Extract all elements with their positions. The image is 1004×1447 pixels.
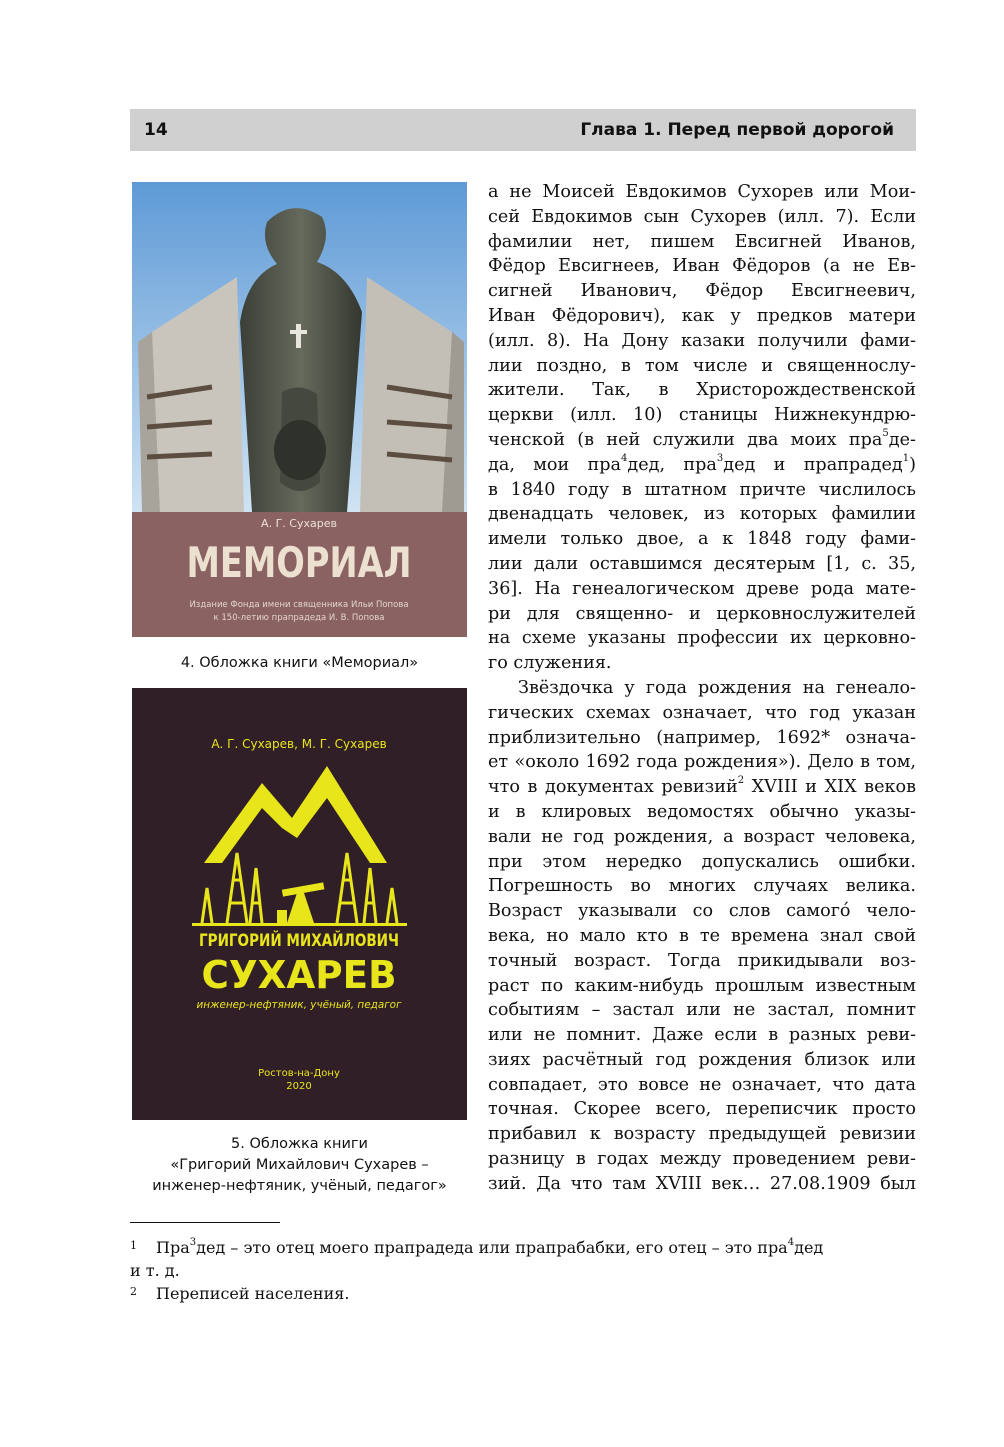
footnote-ref-1[interactable]: 1 — [902, 452, 910, 464]
footnote-superscript: 3 — [716, 452, 724, 464]
text-line: гических схемах означает, что год указан — [488, 702, 916, 723]
text-line: (илл. 8). На Дону казаки получили фами- — [488, 330, 916, 351]
footnote-ref-2[interactable]: 2 — [737, 775, 745, 787]
text-line: что в документах ревизий$^2$ XVIII и XIX веков — [488, 775, 916, 798]
cover-city: Ростов-на-Дону — [258, 1068, 340, 1079]
text-line: Иван Фёдорович), как у предков матери — [488, 305, 916, 326]
text-line: фамилии нет, пишем Евсигней Иванов, — [488, 231, 916, 252]
text-line: Возраст указывали со слов самого́ чело- — [488, 901, 916, 922]
footnote-superscript: 4 — [621, 452, 628, 464]
text-line: сей Евдокимов сын Сухорев (илл. 7). Если — [488, 206, 916, 227]
text-line: ри для священно- и церковнослужителей — [488, 603, 916, 624]
text-line: Фёдор Евсигнеев, Иван Фёдоров (а не Ев- — [488, 256, 916, 277]
text-line: точный возраст. Тогда прикидывали воз- — [488, 950, 916, 971]
cover-year: 2020 — [286, 1081, 312, 1092]
text-line: ет «около 1692 года рождения»). Дело в том, — [488, 752, 916, 773]
body-text — [488, 180, 916, 1197]
text-line: в 1840 году в штатном причте числилось — [488, 479, 916, 500]
footnote-divider — [130, 1222, 280, 1223]
cover-subtitle-1: Издание Фонда имени священника Ильи Попова — [189, 600, 409, 610]
cover-subtitle-2: к 150-летию прапрадеда И. В. Попова — [213, 613, 385, 623]
cover-authors: А. Г. Сухарев, М. Г. Сухарев — [211, 737, 387, 751]
text-line: разницу в годах между проведением реви- — [488, 1149, 916, 1170]
text-line: приблизительно (например, 1692* означа- — [488, 727, 916, 748]
figure-5-caption-line-3: инженер-нефтяник, учёный, педагог» — [152, 1178, 447, 1194]
text-line: Погрешность во многих случаях велика. — [488, 876, 916, 897]
cover-subtitle: инженер-нефтяник, учёный, педагог — [196, 998, 402, 1011]
chapter-title: Глава 1. Перед первой дорогой — [580, 120, 894, 140]
text-line: прибавил к возрасту предыдущей ревизии — [488, 1124, 916, 1145]
footnote-2: 2 Переписей населения. — [130, 1282, 916, 1305]
cover-surname: СУХАРЕВ — [201, 953, 397, 997]
figure-5-caption-line-2: «Григорий Михайлович Сухарев – — [170, 1157, 429, 1173]
text-line: событиям – застал или не застал, помнит — [488, 1000, 916, 1021]
text-line: совпадает, это вовсе не означает, что дата — [488, 1074, 916, 1095]
footnote-1: 1 Пра$^3$дед – это отец моего прапрадеда или прапрабабки, его отец – это пра$^4$дед — [130, 1236, 916, 1259]
text-line: века, но мало кто в те времена знал свой — [488, 925, 916, 946]
text-line: сигней Иванович, Фёдор Евсигнеевич, — [488, 281, 916, 302]
text-line: ченской (в ней служили два моих пра$^5$де- — [488, 428, 916, 450]
text-line: имели только двое, а к 1848 году фами- — [488, 529, 916, 550]
text-line: на схеме указаны профессии их церковно- — [488, 628, 916, 649]
footnote-1-continuation: и т. д. — [130, 1261, 180, 1280]
text-line: или не помнит. Даже если в разных реви- — [488, 1025, 916, 1046]
text-line: го служения. — [488, 653, 612, 674]
cover-name: ГРИГОРИЙ МИХАЙЛОВИЧ — [199, 931, 450, 951]
footnote-superscript: 5 — [882, 428, 889, 440]
footnote-number: 1 — [130, 1239, 137, 1252]
text-line: 36]. На генеалогическом древе рода мате- — [488, 578, 916, 599]
text-line: зиях расчётный год рождения близок или — [488, 1049, 916, 1070]
text-line: раст по каким-нибудь прошлым известным — [488, 975, 916, 996]
cover-author: А. Г. Сухарев — [261, 517, 337, 530]
memorial-book-cover — [132, 182, 467, 637]
paragraph-start: Звёздочка у года рождения на генеало- — [518, 677, 916, 698]
text-line: лии дали оставшимся десятерым [1, с. 35, — [488, 553, 916, 574]
text-line: вали не год рождения, а возраст человека, — [488, 826, 916, 847]
memorial-cover-illustration — [132, 182, 467, 637]
cover-title: МЕМОРИАЛ — [186, 538, 412, 587]
text-line: зий. Да что там XVIII век… 27.08.1909 был — [488, 1173, 916, 1194]
figure-4-caption: 4. Обложка книги «Мемориал» — [180, 655, 419, 671]
sukharev-book-cover — [132, 688, 467, 1120]
figure-memorial — [132, 182, 467, 674]
text-line: точная. Скорее всего, переписчик просто — [488, 1099, 916, 1120]
figure-sukharev — [132, 688, 467, 1197]
figure-5-caption-line-1: 5. Обложка книги — [231, 1136, 368, 1152]
text-line: а не Моисей Евдокимов Сухорев или Мои- — [488, 182, 916, 202]
figure-5-caption — [132, 1134, 467, 1197]
page-number: 14 — [144, 120, 168, 140]
footnotes — [130, 1236, 916, 1305]
text-line: двенадцать человек, из которых фамилии — [488, 504, 916, 525]
text-line: и в клировых ведомостях обычно указы- — [488, 801, 916, 822]
text-line: жители. Так, в Христорождественской — [488, 380, 916, 401]
text-line: при этом нередко допускались ошибки. — [488, 851, 916, 872]
footnote-number: 2 — [130, 1285, 137, 1298]
sukharev-cover-illustration — [132, 688, 467, 1120]
running-header — [130, 109, 916, 151]
text-line: церкви (илл. 10) станицы Нижнекундрю- — [488, 405, 916, 426]
text-line: лии поздно, в том числе и священнослу- — [488, 355, 916, 376]
text-line: да, мои пра$^4$дед, пра$^3$дед и прапрадед$^1$) — [488, 452, 916, 475]
